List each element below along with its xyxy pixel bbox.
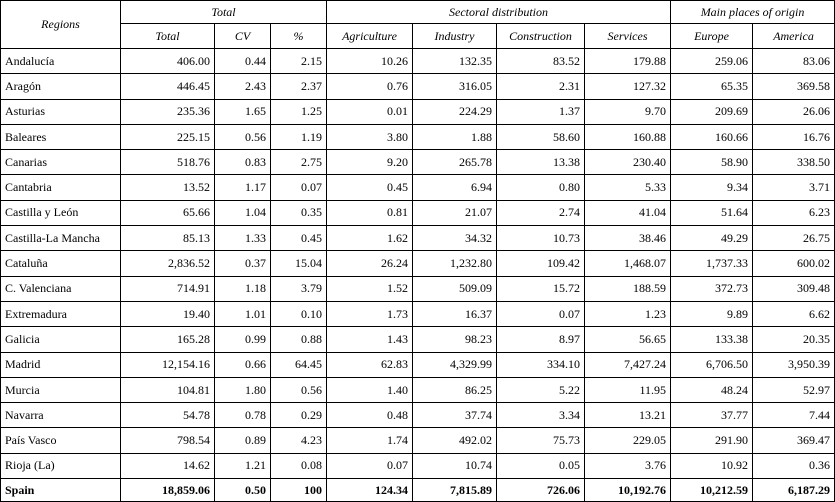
value-cell: 209.69 bbox=[671, 99, 753, 124]
total-cell: 7,815.89 bbox=[413, 479, 497, 502]
table-row bbox=[1, 377, 835, 402]
value-cell: 109.42 bbox=[497, 251, 585, 276]
value-cell: 446.45 bbox=[121, 74, 215, 99]
table-row bbox=[1, 403, 835, 428]
value-cell: 9.20 bbox=[327, 150, 413, 175]
value-cell: 4.23 bbox=[271, 428, 327, 453]
region-cell: Asturias bbox=[1, 99, 121, 124]
value-cell: 1.43 bbox=[327, 327, 413, 352]
region-cell: Navarra bbox=[1, 403, 121, 428]
region-cell: Rioja (La) bbox=[1, 453, 121, 478]
value-cell: 1.18 bbox=[215, 276, 271, 301]
value-cell: 13.21 bbox=[585, 403, 671, 428]
value-cell: 406.00 bbox=[121, 49, 215, 74]
value-cell: 0.89 bbox=[215, 428, 271, 453]
table-row bbox=[1, 49, 835, 74]
value-cell: 714.91 bbox=[121, 276, 215, 301]
region-cell: Baleares bbox=[1, 124, 121, 149]
value-cell: 230.40 bbox=[585, 150, 671, 175]
col-header-construction: Construction bbox=[497, 24, 585, 49]
value-cell: 291.90 bbox=[671, 428, 753, 453]
col-header-europe: Europe bbox=[671, 24, 753, 49]
table-row bbox=[1, 124, 835, 149]
value-cell: 338.50 bbox=[753, 150, 835, 175]
value-cell: 0.81 bbox=[327, 200, 413, 225]
value-cell: 1,232.80 bbox=[413, 251, 497, 276]
value-cell: 372.73 bbox=[671, 276, 753, 301]
value-cell: 9.89 bbox=[671, 301, 753, 326]
total-cell: 18,859.06 bbox=[121, 479, 215, 502]
regions-header: Regions bbox=[1, 1, 121, 49]
value-cell: 0.78 bbox=[215, 403, 271, 428]
value-cell: 62.83 bbox=[327, 352, 413, 377]
table-row bbox=[1, 150, 835, 175]
value-cell: 518.76 bbox=[121, 150, 215, 175]
col-header-services: Services bbox=[585, 24, 671, 49]
value-cell: 1.33 bbox=[215, 226, 271, 251]
value-cell: 83.52 bbox=[497, 49, 585, 74]
value-cell: 259.06 bbox=[671, 49, 753, 74]
value-cell: 2.75 bbox=[271, 150, 327, 175]
value-cell: 127.32 bbox=[585, 74, 671, 99]
value-cell: 2.74 bbox=[497, 200, 585, 225]
value-cell: 10.74 bbox=[413, 453, 497, 478]
value-cell: 0.45 bbox=[327, 175, 413, 200]
value-cell: 15.72 bbox=[497, 276, 585, 301]
total-cell: 0.50 bbox=[215, 479, 271, 502]
value-cell: 2.15 bbox=[271, 49, 327, 74]
value-cell: 0.01 bbox=[327, 99, 413, 124]
value-cell: 104.81 bbox=[121, 377, 215, 402]
value-cell: 160.66 bbox=[671, 124, 753, 149]
value-cell: 65.35 bbox=[671, 74, 753, 99]
value-cell: 2.31 bbox=[497, 74, 585, 99]
value-cell: 1.17 bbox=[215, 175, 271, 200]
value-cell: 4,329.99 bbox=[413, 352, 497, 377]
value-cell: 26.24 bbox=[327, 251, 413, 276]
value-cell: 1.19 bbox=[271, 124, 327, 149]
total-cell: 10,192.76 bbox=[585, 479, 671, 502]
value-cell: 37.77 bbox=[671, 403, 753, 428]
table-row bbox=[1, 74, 835, 99]
total-region-cell: Spain bbox=[1, 479, 121, 502]
value-cell: 0.56 bbox=[271, 377, 327, 402]
region-cell: Castilla-La Mancha bbox=[1, 226, 121, 251]
value-cell: 265.78 bbox=[413, 150, 497, 175]
region-cell: Cantabria bbox=[1, 175, 121, 200]
total-cell: 726.06 bbox=[497, 479, 585, 502]
value-cell: 64.45 bbox=[271, 352, 327, 377]
header-group-row bbox=[1, 1, 835, 24]
value-cell: 3.76 bbox=[585, 453, 671, 478]
value-cell: 0.88 bbox=[271, 327, 327, 352]
value-cell: 13.52 bbox=[121, 175, 215, 200]
value-cell: 10.92 bbox=[671, 453, 753, 478]
value-cell: 6.23 bbox=[753, 200, 835, 225]
value-cell: 3.71 bbox=[753, 175, 835, 200]
value-cell: 509.09 bbox=[413, 276, 497, 301]
value-cell: 58.60 bbox=[497, 124, 585, 149]
value-cell: 0.48 bbox=[327, 403, 413, 428]
value-cell: 0.45 bbox=[271, 226, 327, 251]
value-cell: 0.37 bbox=[215, 251, 271, 276]
region-cell: C. Valenciana bbox=[1, 276, 121, 301]
value-cell: 20.35 bbox=[753, 327, 835, 352]
value-cell: 225.15 bbox=[121, 124, 215, 149]
table-row bbox=[1, 226, 835, 251]
value-cell: 1.25 bbox=[271, 99, 327, 124]
value-cell: 98.23 bbox=[413, 327, 497, 352]
value-cell: 165.28 bbox=[121, 327, 215, 352]
total-cell: 10,212.59 bbox=[671, 479, 753, 502]
table-row bbox=[1, 453, 835, 478]
region-cell: Castilla y León bbox=[1, 200, 121, 225]
value-cell: 51.64 bbox=[671, 200, 753, 225]
value-cell: 1.80 bbox=[215, 377, 271, 402]
value-cell: 5.22 bbox=[497, 377, 585, 402]
col-header-agriculture: Agriculture bbox=[327, 24, 413, 49]
value-cell: 600.02 bbox=[753, 251, 835, 276]
value-cell: 5.33 bbox=[585, 175, 671, 200]
value-cell: 85.13 bbox=[121, 226, 215, 251]
region-cell: Canarias bbox=[1, 150, 121, 175]
table-row bbox=[1, 99, 835, 124]
value-cell: 160.88 bbox=[585, 124, 671, 149]
value-cell: 13.38 bbox=[497, 150, 585, 175]
value-cell: 1.23 bbox=[585, 301, 671, 326]
total-row bbox=[1, 479, 835, 502]
value-cell: 15.04 bbox=[271, 251, 327, 276]
value-cell: 0.76 bbox=[327, 74, 413, 99]
value-cell: 0.36 bbox=[753, 453, 835, 478]
value-cell: 492.02 bbox=[413, 428, 497, 453]
value-cell: 48.24 bbox=[671, 377, 753, 402]
value-cell: 309.48 bbox=[753, 276, 835, 301]
value-cell: 7,427.24 bbox=[585, 352, 671, 377]
value-cell: 1.21 bbox=[215, 453, 271, 478]
value-cell: 0.80 bbox=[497, 175, 585, 200]
value-cell: 1.62 bbox=[327, 226, 413, 251]
col-header-cv: CV bbox=[215, 24, 271, 49]
table-row bbox=[1, 428, 835, 453]
value-cell: 1,737.33 bbox=[671, 251, 753, 276]
table-row bbox=[1, 327, 835, 352]
value-cell: 1.37 bbox=[497, 99, 585, 124]
value-cell: 316.05 bbox=[413, 74, 497, 99]
value-cell: 1.88 bbox=[413, 124, 497, 149]
table-row bbox=[1, 200, 835, 225]
table-row bbox=[1, 276, 835, 301]
value-cell: 3,950.39 bbox=[753, 352, 835, 377]
value-cell: 0.29 bbox=[271, 403, 327, 428]
header-column-row bbox=[1, 24, 835, 49]
value-cell: 133.38 bbox=[671, 327, 753, 352]
value-cell: 56.65 bbox=[585, 327, 671, 352]
value-cell: 1.74 bbox=[327, 428, 413, 453]
region-cell: Aragón bbox=[1, 74, 121, 99]
value-cell: 52.97 bbox=[753, 377, 835, 402]
value-cell: 0.56 bbox=[215, 124, 271, 149]
value-cell: 1.40 bbox=[327, 377, 413, 402]
value-cell: 34.32 bbox=[413, 226, 497, 251]
value-cell: 334.10 bbox=[497, 352, 585, 377]
value-cell: 0.07 bbox=[497, 301, 585, 326]
value-cell: 49.29 bbox=[671, 226, 753, 251]
value-cell: 37.74 bbox=[413, 403, 497, 428]
value-cell: 0.83 bbox=[215, 150, 271, 175]
value-cell: 179.88 bbox=[585, 49, 671, 74]
value-cell: 86.25 bbox=[413, 377, 497, 402]
total-group-header: Total bbox=[121, 1, 327, 24]
value-cell: 14.62 bbox=[121, 453, 215, 478]
value-cell: 1.04 bbox=[215, 200, 271, 225]
region-cell: Madrid bbox=[1, 352, 121, 377]
value-cell: 0.35 bbox=[271, 200, 327, 225]
value-cell: 38.46 bbox=[585, 226, 671, 251]
value-cell: 0.08 bbox=[271, 453, 327, 478]
total-cell: 100 bbox=[271, 479, 327, 502]
value-cell: 65.66 bbox=[121, 200, 215, 225]
value-cell: 10.73 bbox=[497, 226, 585, 251]
value-cell: 369.47 bbox=[753, 428, 835, 453]
total-cell: 124.34 bbox=[327, 479, 413, 502]
value-cell: 6.94 bbox=[413, 175, 497, 200]
value-cell: 224.29 bbox=[413, 99, 497, 124]
region-cell: Extremadura bbox=[1, 301, 121, 326]
table-row bbox=[1, 175, 835, 200]
origin-group-header: Main places of origin bbox=[671, 1, 835, 24]
col-header-america: America bbox=[753, 24, 835, 49]
table-body bbox=[1, 49, 835, 479]
value-cell: 19.40 bbox=[121, 301, 215, 326]
value-cell: 21.07 bbox=[413, 200, 497, 225]
region-cell: Galicia bbox=[1, 327, 121, 352]
value-cell: 9.70 bbox=[585, 99, 671, 124]
region-cell: Cataluña bbox=[1, 251, 121, 276]
col-header-industry: Industry bbox=[413, 24, 497, 49]
table-row bbox=[1, 352, 835, 377]
value-cell: 75.73 bbox=[497, 428, 585, 453]
value-cell: 0.66 bbox=[215, 352, 271, 377]
table-row bbox=[1, 301, 835, 326]
value-cell: 2.43 bbox=[215, 74, 271, 99]
value-cell: 1.73 bbox=[327, 301, 413, 326]
value-cell: 798.54 bbox=[121, 428, 215, 453]
value-cell: 0.99 bbox=[215, 327, 271, 352]
value-cell: 0.05 bbox=[497, 453, 585, 478]
value-cell: 369.58 bbox=[753, 74, 835, 99]
region-cell: Andalucía bbox=[1, 49, 121, 74]
value-cell: 26.75 bbox=[753, 226, 835, 251]
table-header bbox=[1, 1, 835, 49]
value-cell: 0.07 bbox=[327, 453, 413, 478]
value-cell: 26.06 bbox=[753, 99, 835, 124]
value-cell: 9.34 bbox=[671, 175, 753, 200]
col-header-total: Total bbox=[121, 24, 215, 49]
value-cell: 41.04 bbox=[585, 200, 671, 225]
value-cell: 6.62 bbox=[753, 301, 835, 326]
value-cell: 229.05 bbox=[585, 428, 671, 453]
region-cell: País Vasco bbox=[1, 428, 121, 453]
region-cell: Murcia bbox=[1, 377, 121, 402]
value-cell: 0.07 bbox=[271, 175, 327, 200]
value-cell: 2.37 bbox=[271, 74, 327, 99]
value-cell: 1,468.07 bbox=[585, 251, 671, 276]
value-cell: 8.97 bbox=[497, 327, 585, 352]
value-cell: 12,154.16 bbox=[121, 352, 215, 377]
value-cell: 16.37 bbox=[413, 301, 497, 326]
col-header-percent: % bbox=[271, 24, 327, 49]
value-cell: 58.90 bbox=[671, 150, 753, 175]
sectoral-group-header: Sectoral distribution bbox=[327, 1, 671, 24]
value-cell: 0.10 bbox=[271, 301, 327, 326]
table-row bbox=[1, 251, 835, 276]
value-cell: 11.95 bbox=[585, 377, 671, 402]
total-cell: 6,187.29 bbox=[753, 479, 835, 502]
value-cell: 1.65 bbox=[215, 99, 271, 124]
value-cell: 54.78 bbox=[121, 403, 215, 428]
value-cell: 235.36 bbox=[121, 99, 215, 124]
value-cell: 83.06 bbox=[753, 49, 835, 74]
value-cell: 16.76 bbox=[753, 124, 835, 149]
value-cell: 132.35 bbox=[413, 49, 497, 74]
value-cell: 3.34 bbox=[497, 403, 585, 428]
table-footer bbox=[1, 479, 835, 502]
value-cell: 1.52 bbox=[327, 276, 413, 301]
value-cell: 10.26 bbox=[327, 49, 413, 74]
value-cell: 0.44 bbox=[215, 49, 271, 74]
value-cell: 1.01 bbox=[215, 301, 271, 326]
value-cell: 3.79 bbox=[271, 276, 327, 301]
value-cell: 188.59 bbox=[585, 276, 671, 301]
value-cell: 3.80 bbox=[327, 124, 413, 149]
value-cell: 2,836.52 bbox=[121, 251, 215, 276]
value-cell: 7.44 bbox=[753, 403, 835, 428]
value-cell: 6,706.50 bbox=[671, 352, 753, 377]
